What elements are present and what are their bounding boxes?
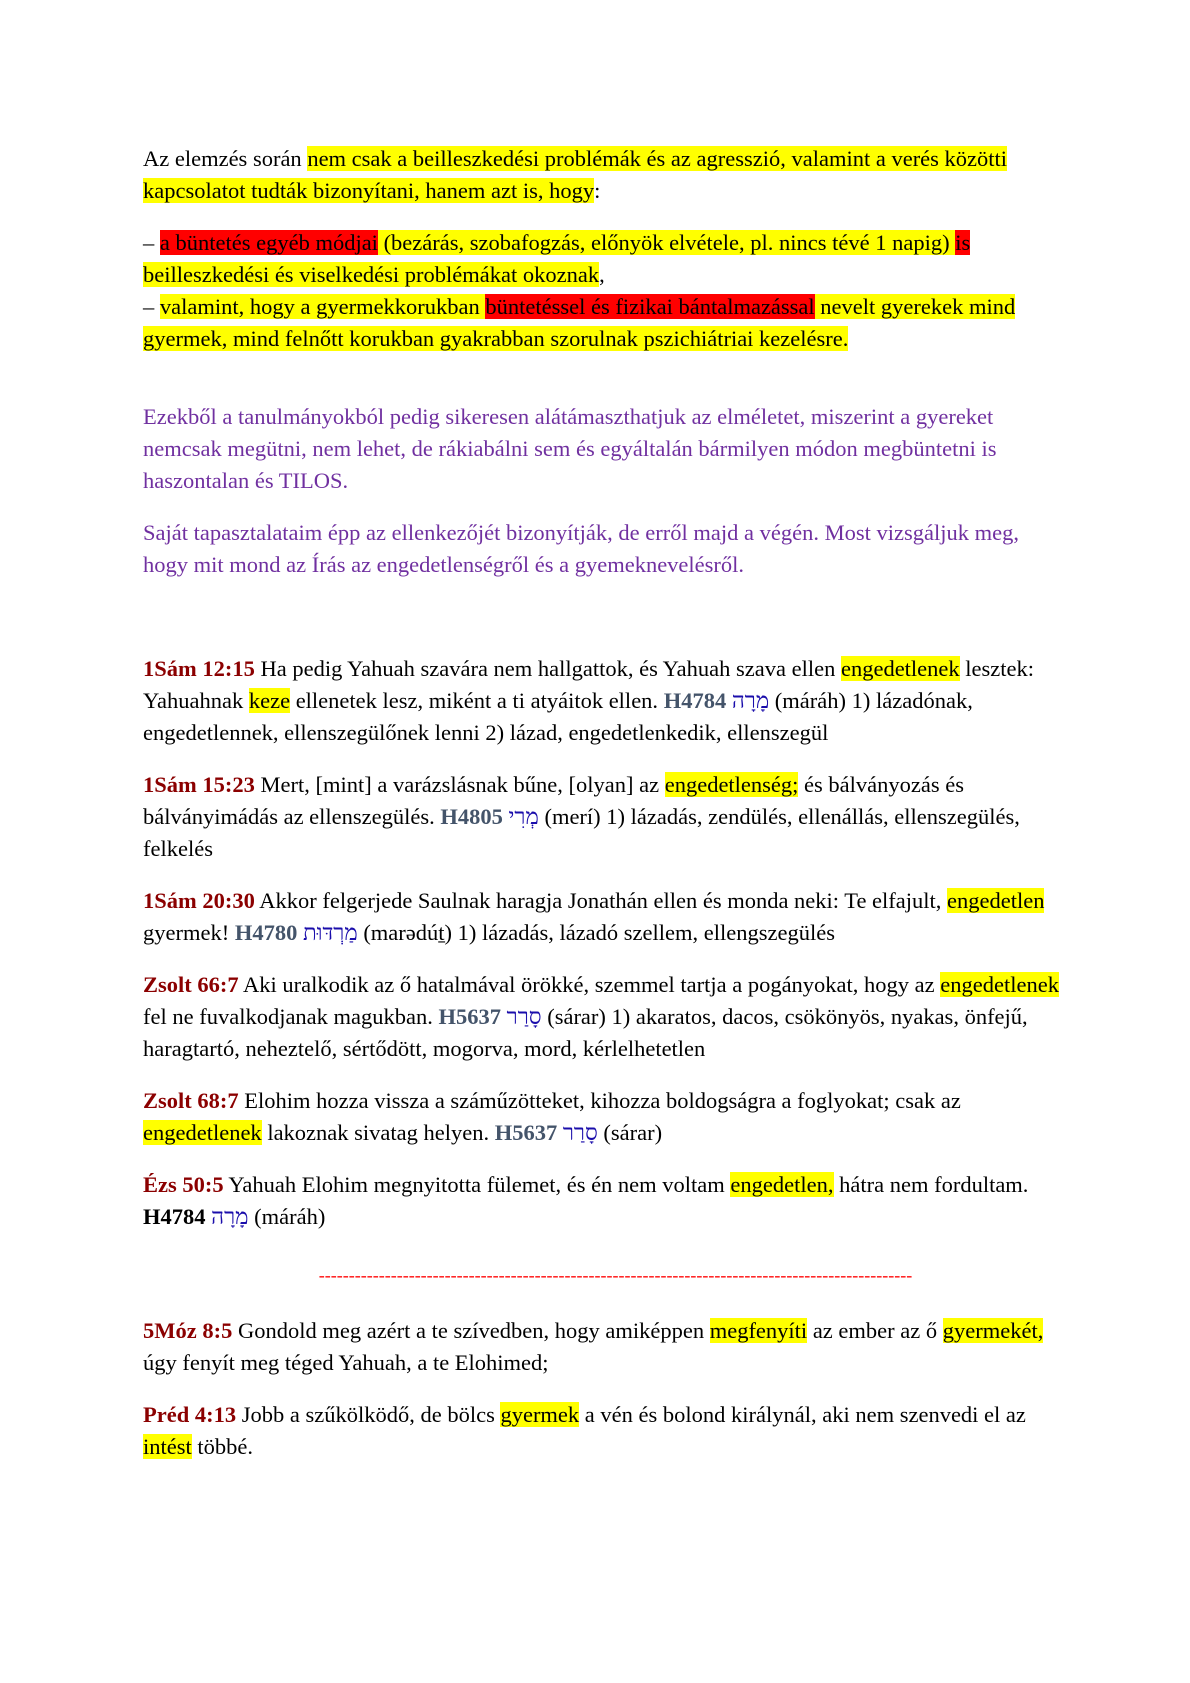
verse-text: az ember az ő: [807, 1318, 943, 1343]
hebrew-word: מָרָה: [731, 688, 770, 714]
strong-number: H4784: [663, 688, 727, 713]
hebrew-word: מָרָה: [211, 1204, 249, 1230]
verse-text: Mert, [mint] a varázslásnak bűne, [olyan] az: [254, 772, 665, 797]
verse-text: lesztek: Yahuahnak: [143, 656, 1035, 713]
yellow-highlight: nevelt gyerekek mind gyermek, mind felnőtt korukban gyakrabban szorulnak pszichiátriai kezelésre.: [143, 294, 1016, 351]
verse-text: többé.: [191, 1434, 253, 1459]
verse-highlight: engedetlen,: [730, 1172, 834, 1197]
verse-definition: (sárar) 1) akaratos, dacos, csökönyös, nyakas, önfejű, haragtartó, neheztelő, sértődött, mogorva, mord, kérlelhetetlen: [143, 1004, 1028, 1061]
verse-text: gyermek!: [143, 920, 235, 945]
verse-text: Ha pedig Yahuah szavára nem hallgattok, és Yahuah szava ellen: [254, 656, 841, 681]
verse-definition: (merí) 1) lázadás, zendülés, ellenállás, ellenszegülés, felkelés: [143, 804, 1020, 861]
verse-ezs-50-5: [143, 1169, 1068, 1233]
bullet-dash: –: [143, 294, 160, 319]
verse-highlight: intést: [143, 1434, 192, 1459]
hebrew-word: סָרַר: [562, 1120, 598, 1146]
verse-5moz-8-5: [143, 1315, 1068, 1379]
verse-text: hátra nem fordultam.: [833, 1172, 1029, 1197]
verse-reference: Ézs 50:5: [143, 1172, 224, 1197]
verse-text: Elohim hozza vissza a száműzötteket, kihozza boldogságra a foglyokat; csak az: [238, 1088, 961, 1113]
red-highlight: a büntetés egyéb módjai: [159, 230, 378, 255]
strong-number: H5637: [438, 1004, 502, 1029]
yellow-highlight: (bezárás, szobafogzás, előnyök elvétele, pl. nincs tévé 1 napig): [377, 230, 956, 255]
verse-pred-4-13: [143, 1399, 1068, 1463]
verse-text: lakoznak sivatag helyen.: [261, 1120, 495, 1145]
verse-definition: (sárar): [597, 1120, 663, 1145]
verse-1sam-12-15: [143, 653, 1068, 749]
verse-highlight: gyermek: [500, 1402, 580, 1427]
hebrew-word: סָרַר: [506, 1004, 542, 1030]
strong-number: H4784: [143, 1204, 206, 1229]
verse-zsolt-68-7: [143, 1085, 1068, 1149]
verse-highlight: engedetlenség;: [664, 772, 799, 797]
yellow-highlight: valamint, hogy a gyermekkorukban: [159, 294, 486, 319]
purple-paragraph-1: Ezekből a tanulmányokból pedig sikeresen alátámaszthatjuk az elméletet, miszerint a gyereket nemcsak megütni, nem lehet, de rákiabálni sem és egyáltalán bármilyen módon megbüntetni is haszontalan és TILOS.: [143, 404, 997, 493]
verse-highlight: gyermekét,: [942, 1318, 1044, 1343]
bullet-end: ,: [599, 262, 605, 287]
verse-reference: 1Sám 20:30: [143, 888, 255, 913]
verse-highlight: megfenyíti: [709, 1318, 808, 1343]
verse-text: Yahuah Elohim megnyitotta fülemet, és én nem voltam: [223, 1172, 731, 1197]
hebrew-word: מַרְדּוּת: [302, 920, 358, 946]
document-body: [143, 143, 1068, 1463]
verse-1sam-20-30: [143, 885, 1068, 949]
hebrew-word: מְרִי: [508, 804, 539, 830]
intro-highlight: nem csak a beilleszkedési problémák és az agresszió, valamint a verés közötti kapcsolatot tudták bizonyítani, hanem azt is, hogy: [143, 146, 1008, 203]
verse-zsolt-66-7: [143, 969, 1068, 1065]
verse-text: fel ne fuvalkodjanak magukban.: [143, 1004, 439, 1029]
verse-definition: (marədúṯ) 1) lázadás, lázadó szellem, ellengszegülés: [357, 920, 835, 945]
red-highlight: is: [955, 230, 971, 255]
verse-text: úgy fenyít meg téged Yahuah, a te Elohimed;: [143, 1350, 549, 1375]
verse-highlight: engedetlen: [947, 888, 1045, 913]
verse-reference: Zsolt 68:7: [143, 1088, 239, 1113]
verse-highlight: engedetlenek: [940, 972, 1059, 997]
verse-highlight: keze: [248, 688, 291, 713]
verse-text: Jobb a szűkölködő, de bölcs: [236, 1402, 501, 1427]
purple-paragraph-2: Saját tapasztalataim épp az ellenkezőjét bizonyítják, de erről majd a végén. Most vizsgáljuk meg, hogy mit mond az Írás az engedetlenségről és a gyemeknevelésről.: [143, 520, 1019, 577]
strong-number: H5637: [494, 1120, 558, 1145]
verse-text: ellenetek lesz, miként a ti atyáitok ellen.: [290, 688, 664, 713]
verse-highlight: engedetlenek: [840, 656, 960, 681]
verse-text: Akkor felgerjede Saulnak haragja Jonathán ellen és monda neki: Te elfajult,: [254, 888, 948, 913]
verse-text: és bálványozás és bálványimádás az ellenszegülés.: [143, 772, 964, 829]
verse-reference: 1Sám 15:23: [143, 772, 255, 797]
strong-number: H4780: [234, 920, 298, 945]
strong-number: H4805: [440, 804, 503, 829]
intro-text: Az elemzés során: [143, 146, 308, 171]
red-highlight: büntetéssel és fizikai bántalmazással: [485, 294, 815, 319]
verse-text: Aki uralkodik az ő hatalmával örökké, szemmel tartja a pogányokat, hogy az: [238, 972, 941, 997]
verse-reference: 1Sám 12:15: [143, 656, 255, 681]
bullet-dash: –: [143, 230, 160, 255]
verse-text: a vén és bolond királynál, aki nem szenvedi el az: [579, 1402, 1026, 1427]
verse-definition: (máráh) 1) lázadónak, engedetlennek, ellenszegülőnek lenni 2) lázad, engedetlenkedik, ellenszegül: [143, 688, 973, 745]
verse-reference: 5Móz 8:5: [143, 1318, 233, 1343]
verse-reference: Zsolt 66:7: [143, 972, 239, 997]
verse-reference: Préd 4:13: [143, 1402, 237, 1427]
intro-colon: :: [594, 178, 601, 203]
intro-paragraph: [143, 143, 1068, 207]
bullet-item-2: [143, 291, 1068, 355]
dashed-divider: ---------------------------------------------------------------------------------------------------: [318, 1265, 913, 1285]
verse-definition: (máráh): [248, 1204, 326, 1229]
yellow-highlight: beilleszkedési és viselkedési problémákat okoznak: [143, 262, 600, 287]
verse-highlight: engedetlenek: [143, 1120, 262, 1145]
verse-text: Gondold meg azért a te szívedben, hogy amiképpen: [232, 1318, 710, 1343]
verse-1sam-15-23: [143, 769, 1068, 865]
bullet-item-1: [143, 227, 1068, 291]
